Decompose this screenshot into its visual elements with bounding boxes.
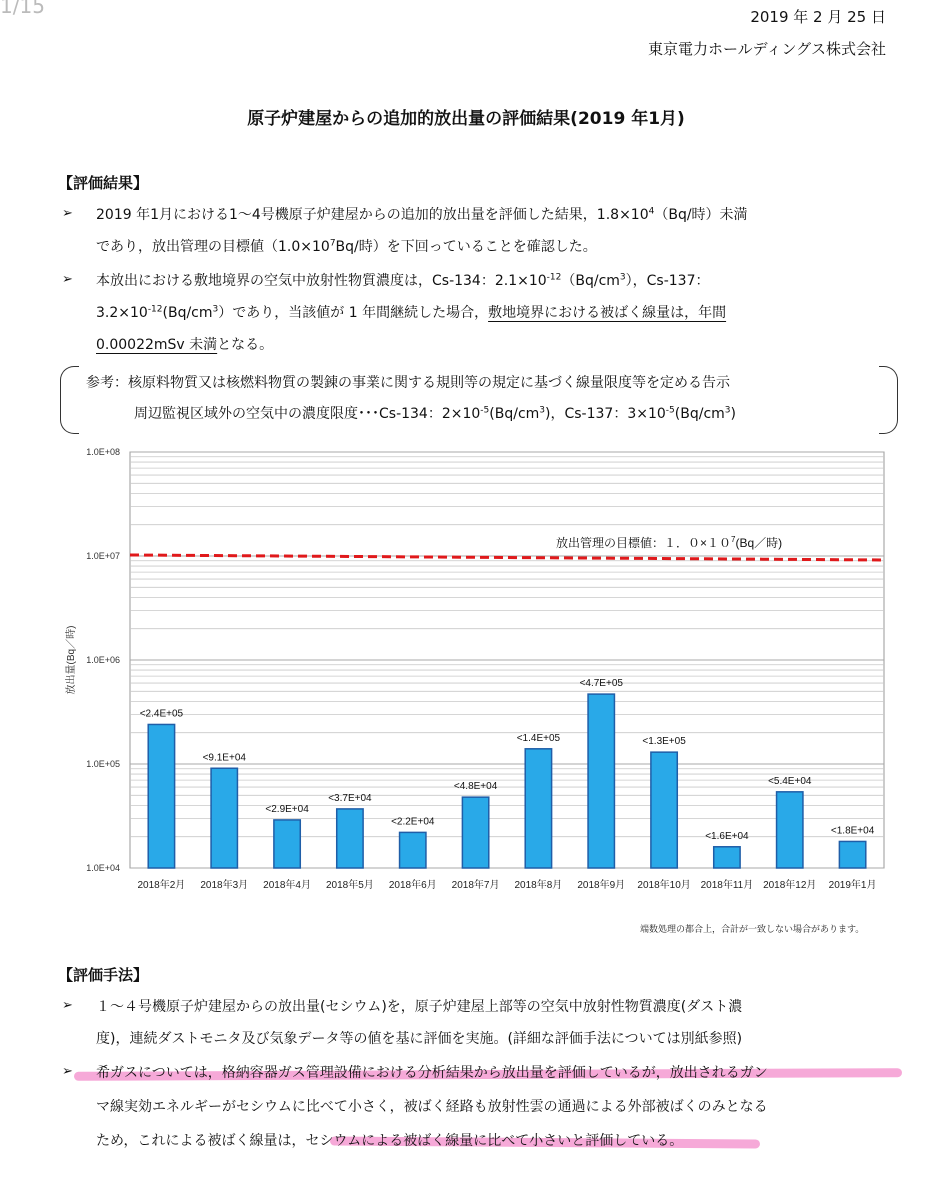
method-heading: 【評価手法】 (58, 966, 149, 984)
bar-8 (588, 694, 614, 868)
method-bullet2-line3: ため，これによる被ばく線量は，セシウムによる被ばく線量に比べて小さいと評価している。 (96, 1133, 684, 1149)
bar-4 (337, 809, 363, 868)
y-tick-label: 1.0E+08 (86, 447, 120, 457)
results-bullet2-line3: 0.00022mSv 未満となる。 (96, 337, 274, 353)
x-tick-label: 2018年6月 (388, 880, 437, 891)
bar-value-label: <2.4E+05 (139, 708, 184, 720)
bar-12 (839, 841, 865, 868)
bar-11 (777, 792, 803, 868)
bar-value-label: <1.6E+04 (705, 830, 749, 842)
reference-line2: 周辺監視区域外の空気中の濃度限度･･･Cs-134：$2\times 10^{-5}(Bq/cm^3)$，Cs-137：$3\times 10^{-5}(Bq/cm^3)$ (134, 405, 736, 422)
bar-value-label: <1.4E+05 (516, 732, 561, 744)
x-tick-label: 2018年4月 (263, 880, 311, 891)
bar-1 (148, 724, 174, 868)
page-indicator: 1/15 (0, 0, 45, 18)
bullet-icon: ➢ (62, 206, 73, 221)
method-bullet1-line2: 度)，連続ダストモニタ及び気象データ等の値を基に評価を実施。(詳細な評価手法については別紙参照) (96, 1031, 743, 1047)
bar-value-label: <4.8E+04 (453, 781, 498, 793)
bar-5 (400, 832, 426, 868)
results-bullet1-line1: 2019 年1月における1～4号機原子炉建屋からの追加的放出量を評価した結果，$1.8\times 10^4(Bq/$時）未満 (96, 206, 748, 223)
x-tick-label: 2018年5月 (326, 880, 374, 891)
document-title: 原子炉建屋からの追加的放出量の評価結果(2019 年1月) (247, 109, 685, 129)
method-bullet1-line1: １～４号機原子炉建屋からの放出量(セシウム)を，原子炉建屋上部等の空気中放射性物質濃度(ダスト濃 (96, 999, 743, 1015)
x-tick-label: 2018年12月 (763, 880, 817, 891)
bar-3 (274, 820, 300, 868)
bar-7 (525, 749, 551, 868)
bar-value-label: <2.9E+04 (265, 803, 309, 815)
x-tick-label: 2018年11月 (700, 880, 754, 891)
dose-underlined-text: 敷地境界における被ばく線量は，年間 (488, 305, 727, 321)
bullet-icon: ➢ (62, 272, 73, 287)
y-tick-label: 1.0E+04 (86, 863, 120, 873)
bar-value-label: <1.8E+04 (830, 825, 875, 837)
bar-value-label: <3.7E+04 (328, 792, 372, 804)
bar-9 (651, 752, 677, 868)
bar-value-label: <4.7E+05 (579, 678, 623, 690)
results-heading: 【評価結果】 (58, 174, 149, 192)
results-bullet2-line1: 本放出における敷地境界の空気中放射性物質濃度は，Cs-134：$2.1\times 10^{-12}(Bq/cm^3)$，Cs-137： (96, 272, 710, 289)
y-axis-label: 放出量(Bq／時) (66, 625, 77, 695)
y-tick-label: 1.0E+05 (86, 759, 120, 769)
bullet-icon: ➢ (62, 998, 73, 1013)
x-tick-label: 2018年9月 (577, 880, 626, 891)
release-amount-chart (48, 440, 898, 900)
bar-value-label: <9.1E+04 (202, 752, 246, 764)
x-tick-label: 2018年8月 (514, 880, 563, 891)
reference-left-bracket (60, 366, 79, 434)
bar-value-label: <2.2E+04 (391, 816, 435, 828)
bar-2 (211, 768, 237, 868)
method-bullet2-line1: 希ガスについては，格納容器ガス管理設備における分析結果から放出量を評価しているが，放出されるガン (96, 1065, 768, 1081)
y-tick-label: 1.0E+06 (86, 655, 120, 665)
bullet-icon: ➢ (62, 1064, 73, 1079)
x-tick-label: 2018年7月 (451, 880, 500, 891)
results-bullet1-line2: であり，放出管理の目標値（$1.0\times 10^7Bq/$時）を下回っていることを確認した。 (96, 238, 597, 255)
bar-6 (462, 797, 488, 868)
bar-value-label: <1.3E+05 (642, 736, 686, 748)
chart-footnote: 端数処理の都合上，合計が一致しない場合があります。 (640, 925, 865, 935)
x-tick-label: 2018年2月 (137, 880, 186, 891)
bar-value-label: <5.4E+04 (768, 775, 812, 787)
reference-line1: 参考：核原料物質又は核燃料物質の製錬の事業に関する規則等の規定に基づく線量限度等を定める告示 (86, 375, 730, 391)
dose-value-underlined: 0.00022mSv 未満 (96, 337, 218, 353)
x-tick-label: 2018年10月 (637, 880, 691, 891)
y-tick-label: 1.0E+07 (86, 551, 120, 561)
results-bullet2-line2: $3.2\times 10^{-12}(Bq/cm^3)$であり，当該値が 1 年間継続した場合，敷地境界における被ばく線量は，年間 (96, 304, 727, 321)
company-name: 東京電力ホールディングス株式会社 (647, 40, 886, 58)
bar-10 (714, 847, 740, 868)
method-bullet2-line2: マ線実効エネルギーがセシウムに比べて小さく，被ばく経路も放射性雲の通過による外部被ばくのみとなる (96, 1099, 768, 1115)
x-tick-label: 2019年1月 (828, 880, 877, 891)
document-date: 2019 年 2 月 25 日 (750, 8, 886, 26)
reference-right-bracket (879, 366, 898, 434)
target-line-label: 放出管理の目標値：１．$0\times 10^7(Bq/$時) (556, 535, 783, 550)
x-tick-label: 2018年3月 (200, 880, 249, 891)
